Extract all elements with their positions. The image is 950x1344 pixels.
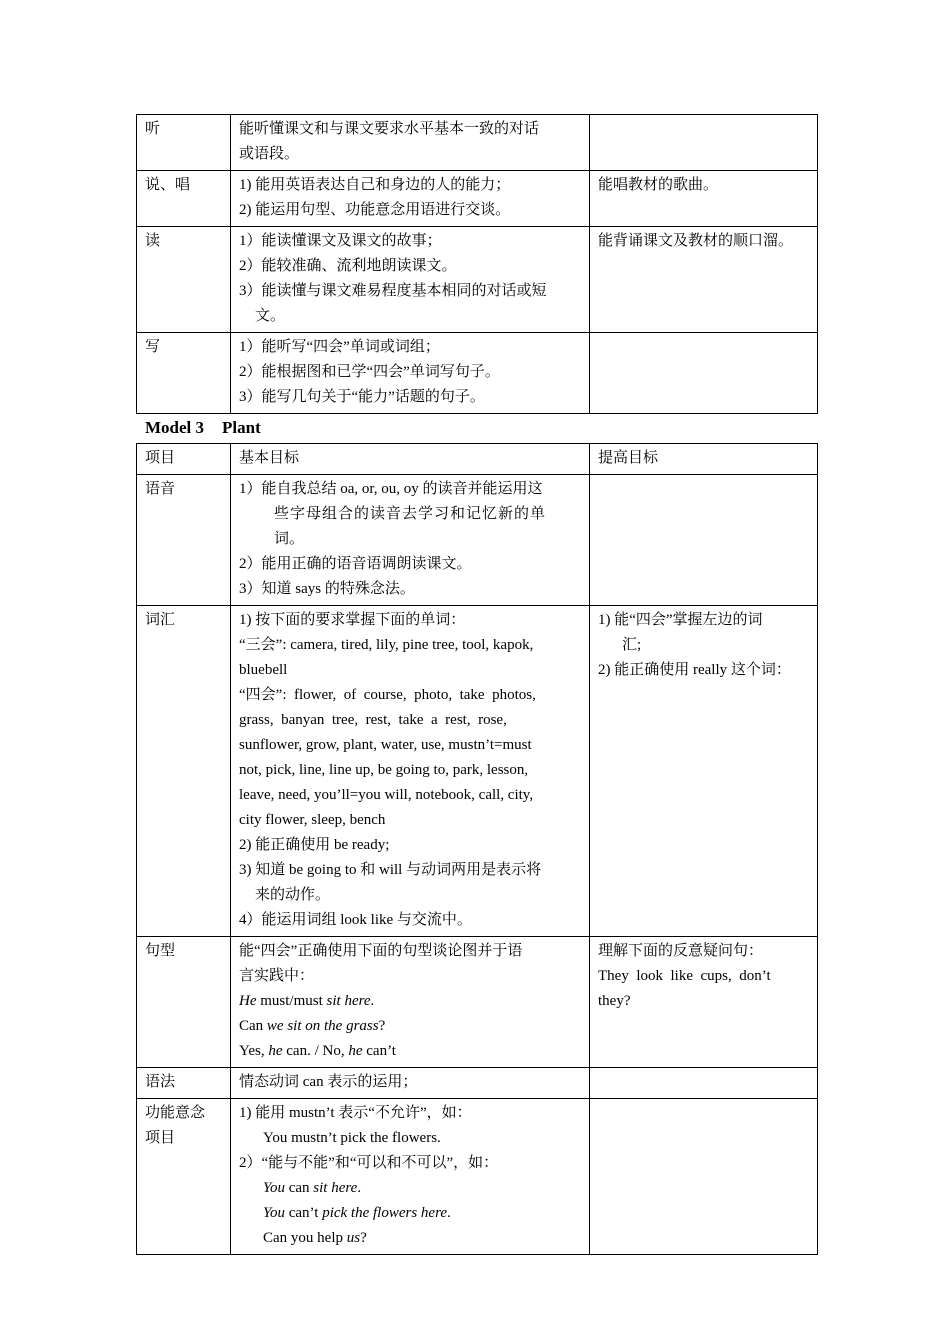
item-cell [137,227,231,333]
text-line: 2) 能运用句型、功能意念用语进行交谈。 [239,202,511,218]
example-sentence [239,1176,584,1201]
advanced-cell [590,171,818,227]
text-line: 言实践中： [239,968,315,984]
text-line: They look like cups, don’t [598,968,771,984]
table-row [137,171,818,227]
text-line: 2）能用正确的语音语调朗读课文。 [239,556,472,572]
advanced-cell [590,227,818,333]
example-sentence [239,1201,584,1226]
basic-cell [231,606,590,937]
text-line: 1) 按下面的要求掌握下面的单词： [239,612,466,628]
model-number: Model 3 [145,418,205,437]
text-line: 能唱教材的歌曲。 [598,177,719,193]
sentence-part: Can [239,1018,267,1034]
sentence-part: he [348,1043,363,1059]
sentence-part: sit here [313,1180,358,1196]
sentence-part: we sit on the grass [266,1018,379,1034]
example-sentence: You mustn’t pick the flowers. [263,1130,441,1146]
text-line: leave, need, you’ll=you will, notebook, call, city, [239,787,534,803]
text-line: they? [598,993,631,1009]
item-cell [137,115,231,171]
sentence-part: pick the flowers here [322,1205,448,1221]
basic-cell [231,115,590,171]
text-line: grass, banyan tree, rest, take a rest, rose, [239,712,507,728]
table-row [137,1099,818,1255]
item-label: 项目 [145,1130,176,1146]
item-cell [137,171,231,227]
table-row [137,606,818,937]
sentence-part: ? [378,1018,386,1034]
sentence-part: can. / No, [282,1043,349,1059]
text-line: “三会”: camera, tired, lily, pine tree, tool, kapok, [239,637,534,653]
sentence-part: . [447,1205,451,1221]
header-label: 提高目标 [598,450,659,466]
item-cell [137,937,231,1068]
text-line: 3）知道 says 的特殊念法。 [239,581,415,597]
text-line: 情态动词 can 表示的运用； [239,1074,418,1090]
basic-cell [231,333,590,414]
text-line: 3) 知道 be going to 和 will 与动词两用是表示将 [239,862,542,878]
sentence-part: can [284,1180,314,1196]
sentence-part: You [263,1205,285,1221]
item-label: 句型 [145,943,176,959]
text-line: 些字母组合的读音去学习和记忆新的单 [274,506,547,522]
text-line: 2）能较准确、流利地朗读课文。 [239,258,457,274]
basic-cell [231,1068,590,1099]
text-line: 能“四会”正确使用下面的句型谈论图并于语 [239,943,523,959]
sentence-part: Can you help [263,1230,347,1246]
table-row [137,1068,818,1099]
text-line: 汇; [622,637,642,653]
item-label: 说、唱 [145,177,191,193]
item-cell [137,333,231,414]
basic-cell [231,171,590,227]
header-row [137,444,818,475]
sentence-part: Yes, [239,1043,269,1059]
item-cell [137,1068,231,1099]
section-heading [145,418,261,438]
item-cell [137,606,231,937]
text-line: 能背诵课文及教材的顺口溜。 [598,233,794,249]
item-label: 词汇 [145,612,176,628]
example-sentence [239,1226,584,1251]
sentence-part: he [268,1043,283,1059]
advanced-cell [590,937,818,1068]
item-label: 语音 [145,481,176,497]
text-line: 2）“能与不能”和“可以和不可以”，如： [239,1155,499,1171]
text-line: sunflower, grow, plant, water, use, mustn’t=must [239,737,532,753]
text-line: 或语段。 [239,146,300,162]
advanced-cell [590,1099,818,1255]
example-sentence [239,1039,584,1064]
sentence-part: You [263,1180,285,1196]
table-row [137,227,818,333]
basic-cell [231,475,590,606]
table-row [137,937,818,1068]
text-line: 词。 [274,531,305,547]
basic-cell [231,937,590,1068]
header-basic [231,444,590,475]
item-label: 功能意念 [145,1105,206,1121]
example-sentence [239,989,584,1014]
item-label: 听 [145,121,161,137]
text-line: bluebell [239,662,288,678]
text-line: 4）能运用词组 look like 与交流中。 [239,912,472,928]
text-line: 3）能写几句关于“能力”话题的句子。 [239,389,485,405]
basic-cell [231,1099,590,1255]
advanced-cell [590,1068,818,1099]
example-sentence [239,1014,584,1039]
item-cell [137,1099,231,1255]
sentence-part: us [346,1230,361,1246]
sentence-part: can’t [284,1205,323,1221]
advanced-cell [590,606,818,937]
text-line: 文。 [255,308,286,324]
header-label: 项目 [145,450,176,466]
text-line: 1) 能用英语表达自己和身边的人的能力； [239,177,511,193]
sentence-part: sit here [326,993,371,1009]
item-label: 写 [145,339,161,355]
sentence-part: . [357,1180,362,1196]
text-line: city flower, sleep, bench [239,812,386,828]
text-line: 3）能读懂与课文难易程度基本相同的对话或短 [239,283,547,299]
advanced-cell [590,475,818,606]
basic-cell [231,227,590,333]
header-label: 基本目标 [239,450,300,466]
item-cell [137,475,231,606]
model-topic: Plant [222,418,261,437]
text-line: 1) 能用 mustn’t 表示“不允许”，如： [239,1105,472,1121]
text-line: 1）能读懂课文及课文的故事； [239,233,442,249]
text-line: 能听懂课文和与课文要求水平基本一致的对话 [239,121,540,137]
header-item [137,444,231,475]
sentence-part: ? [360,1230,367,1246]
advanced-cell [590,333,818,414]
text-line: not, pick, line, line up, be going to, park, lesson, [239,762,529,778]
text-line: 2) 能正确使用 really 这个词： [598,662,791,678]
table-row [137,333,818,414]
item-label: 语法 [145,1074,176,1090]
item-label: 读 [145,233,161,249]
text-line: 1）能自我总结 oa, or, ou, oy 的读音并能运用这 [239,481,543,497]
sentence-part: must/must [256,993,327,1009]
text-line: 1）能听写“四会”单词或词组； [239,339,440,355]
text-line: 理解下面的反意疑问句： [598,943,764,959]
text-line: 2) 能正确使用 be ready; [239,837,390,853]
advanced-cell [590,115,818,171]
sentence-part: He [239,993,257,1009]
table-row [137,115,818,171]
text-line: 1) 能“四会”掌握左边的词 [598,612,763,628]
sentence-part: can’t [362,1043,396,1059]
header-advanced [590,444,818,475]
skills-table [136,114,818,414]
table-row [137,475,818,606]
text-line: 来的动作。 [255,887,331,903]
text-line: 2）能根据图和已学“四会”单词写句子。 [239,364,500,380]
text-line: “四会”: flower, of course, photo, take photos, [239,687,536,703]
objectives-table [136,443,818,1255]
sentence-part: . [370,993,375,1009]
